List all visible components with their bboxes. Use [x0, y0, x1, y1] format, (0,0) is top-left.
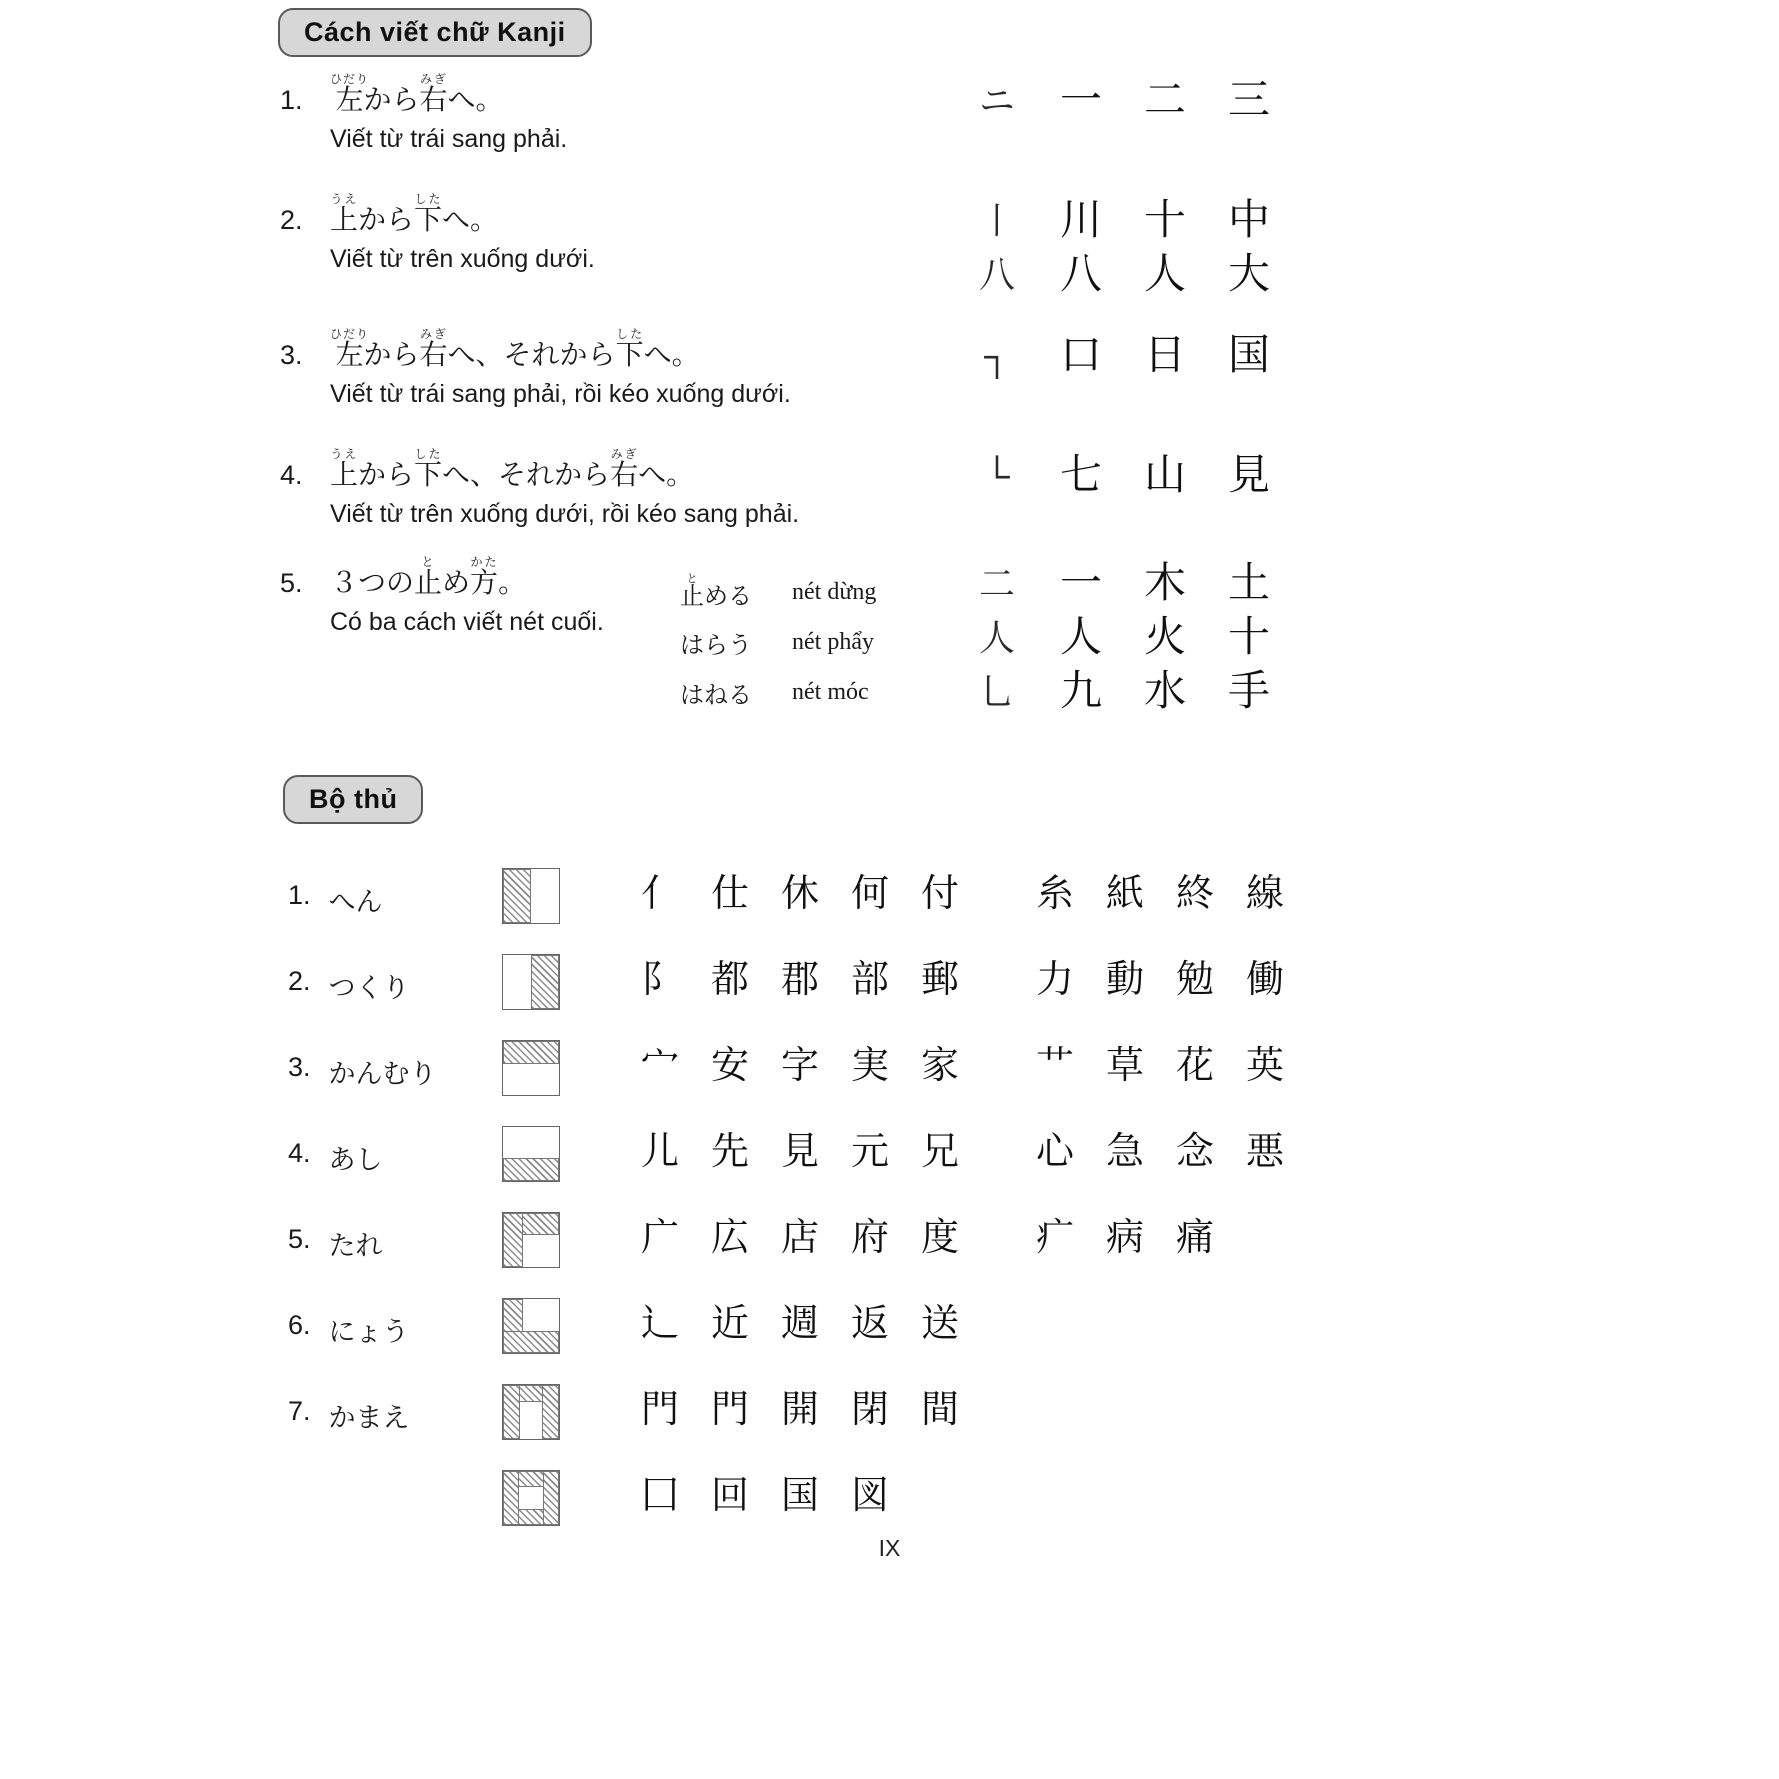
radical-kanji: 紙 — [1105, 873, 1144, 915]
radical-kanji: 府 — [850, 1217, 889, 1259]
radical-kanji: 痛 — [1175, 1217, 1214, 1259]
radical-kanji: 見 — [780, 1131, 819, 1173]
jp-text-segment: へ。 — [447, 85, 504, 116]
furigana-segment: 下した — [414, 192, 443, 236]
rule-japanese-text — [330, 192, 498, 238]
radical-kanji: 急 — [1105, 1131, 1144, 1173]
radicals-table — [280, 856, 1580, 1544]
furigana-segment: 右みぎ — [419, 72, 448, 116]
example-kanji: 人 — [1059, 615, 1102, 661]
jp-text-segment: から — [363, 340, 420, 371]
radical-kanji: 字 — [780, 1045, 819, 1087]
furigana-segment: 上うえ — [330, 447, 359, 491]
radical-example-group — [1020, 1130, 1300, 1176]
jp-text-segment: へ。 — [638, 460, 695, 491]
radical-label — [288, 1396, 410, 1435]
kanji-rule — [280, 327, 1580, 447]
stroke-direction-diagram: 乚 — [978, 672, 1015, 712]
furigana-segment: 方かた — [470, 555, 499, 599]
radical-position-diagram — [502, 1470, 560, 1526]
radical-example-group — [625, 1130, 975, 1176]
radical-kanji: 元 — [850, 1131, 889, 1173]
example-kanji: 山 — [1143, 453, 1186, 499]
jp-text-segment: から — [358, 460, 415, 491]
radical-row — [280, 856, 1580, 942]
radical-position-diagram — [502, 868, 560, 924]
furigana-segment: 左ひだり — [330, 327, 370, 371]
rule-examples — [955, 557, 1291, 719]
page-number: IX — [878, 1535, 901, 1561]
radical-kanji: 線 — [1245, 873, 1284, 915]
hatch-region — [503, 1158, 559, 1181]
rule-japanese-text — [330, 327, 700, 373]
radical-kanji: 店 — [780, 1217, 819, 1259]
example-kanji: 三 — [1227, 78, 1270, 124]
radical-kanji: 何 — [850, 873, 889, 915]
rule-head — [280, 192, 1580, 241]
hatch-region — [503, 1471, 519, 1525]
radical-kanji: 糸 — [1035, 873, 1074, 915]
example-kanji: 見 — [1227, 453, 1270, 499]
rule-examples — [955, 449, 1291, 503]
radical-kanji: 阝 — [640, 959, 679, 1001]
example-kanji: 川 — [1059, 198, 1102, 244]
example-row — [955, 611, 1291, 665]
example-row — [955, 248, 1291, 302]
radical-label — [288, 1224, 383, 1263]
radical-name: かんむり — [328, 1059, 437, 1089]
hatch-region — [542, 1385, 559, 1439]
radical-name: あし — [328, 1145, 383, 1175]
rule-vietnamese-text: Có ba cách viết nét cuối. — [330, 608, 604, 636]
stroke-direction-diagram: 二 — [978, 564, 1015, 604]
example-row — [955, 329, 1291, 383]
jp-text-segment: へ。 — [442, 205, 499, 236]
radical-row — [280, 1028, 1580, 1114]
example-kanji: 二 — [1143, 78, 1186, 124]
radical-row — [280, 1114, 1580, 1200]
radical-position-diagram — [502, 1384, 560, 1440]
rule-vietnamese-text: Viết từ trái sang phải, rồi kéo xuống dưới. — [330, 380, 791, 408]
radical-kanji: 送 — [920, 1303, 959, 1345]
radical-example-group — [1020, 1044, 1300, 1090]
example-kanji: 八 — [1059, 252, 1102, 298]
radical-kanji: 家 — [920, 1045, 959, 1087]
example-kanji: 一 — [1059, 78, 1102, 124]
rule-number: 5. — [280, 568, 303, 599]
example-kanji: 土 — [1227, 561, 1270, 607]
jp-text-segment: から — [363, 85, 420, 116]
radical-kanji: 悪 — [1245, 1131, 1284, 1173]
radical-number: 3. — [288, 1052, 311, 1082]
stroke-direction-diagram: 人 — [978, 618, 1015, 658]
radical-kanji: 実 — [850, 1045, 889, 1087]
radical-example-group — [1020, 1216, 1230, 1262]
radical-position-diagram — [502, 1212, 560, 1268]
rule-japanese-text — [330, 555, 526, 601]
radical-kanji: 国 — [780, 1475, 819, 1517]
radical-kanji: 花 — [1175, 1045, 1214, 1087]
radical-example-group — [625, 1216, 975, 1262]
section-title-radicals: Bộ thủ — [283, 775, 423, 824]
stroke-direction-diagram: └ — [984, 456, 1010, 496]
radical-position-diagram — [502, 1126, 560, 1182]
example-kanji: 水 — [1143, 669, 1186, 715]
radical-kanji: 草 — [1105, 1045, 1144, 1087]
rule-head — [280, 72, 1580, 121]
rule-number: 4. — [280, 460, 303, 491]
furigana-segment: 下した — [414, 447, 443, 491]
rule-head — [280, 555, 1580, 604]
example-kanji: 中 — [1227, 198, 1270, 244]
radical-kanji: 兄 — [920, 1131, 959, 1173]
stroke-direction-diagram: ┐ — [984, 336, 1010, 376]
hatch-region — [503, 1385, 520, 1439]
kanji-rule — [280, 447, 1580, 555]
radical-example-group — [1020, 872, 1300, 918]
radical-number: 7. — [288, 1396, 311, 1426]
radical-example-group — [625, 958, 975, 1004]
radical-kanji: 心 — [1035, 1131, 1074, 1173]
radical-position-diagram — [502, 1298, 560, 1354]
stroke-type-row — [680, 617, 876, 667]
jp-text-segment: はらう — [680, 632, 752, 659]
radical-kanji: 病 — [1105, 1217, 1144, 1259]
radical-row — [280, 942, 1580, 1028]
radical-example-group — [1020, 958, 1300, 1004]
furigana-segment: 上うえ — [330, 192, 359, 236]
radical-example-group — [625, 1474, 905, 1520]
radical-position-diagram — [502, 1040, 560, 1096]
radical-row — [280, 1372, 1580, 1458]
jp-text-segment: から — [358, 205, 415, 236]
radical-kanji: 返 — [850, 1303, 889, 1345]
radical-kanji: 休 — [780, 873, 819, 915]
kanji-writing-rules — [280, 72, 1580, 785]
example-kanji: 十 — [1227, 615, 1270, 661]
radical-label — [288, 1310, 409, 1349]
radical-number: 2. — [288, 966, 311, 996]
example-kanji: 七 — [1059, 453, 1102, 499]
radical-example-group — [625, 872, 975, 918]
stroke-type-vietnamese: nét phẩy — [792, 628, 874, 655]
radical-kanji: 回 — [710, 1475, 749, 1517]
stroke-type-row — [680, 567, 876, 617]
radical-kanji: 安 — [710, 1045, 749, 1087]
example-row — [955, 665, 1291, 719]
radical-kanji: 艹 — [1035, 1045, 1074, 1087]
jp-text-segment: める — [704, 584, 752, 610]
radical-kanji: 郵 — [920, 959, 959, 1001]
rule-examples — [955, 194, 1291, 302]
radical-kanji: 辶 — [640, 1303, 679, 1345]
radical-kanji: 郡 — [780, 959, 819, 1001]
rule-vietnamese-text: Viết từ trái sang phải. — [330, 125, 568, 153]
jp-text-segment: 。 — [498, 568, 527, 599]
radical-example-group — [625, 1388, 975, 1434]
section-title-kanji-writing: Cách viết chữ Kanji — [278, 8, 592, 57]
example-kanji: 人 — [1143, 252, 1186, 298]
example-kanji: 九 — [1059, 669, 1102, 715]
rule-head — [280, 447, 1580, 496]
example-kanji: 国 — [1227, 333, 1270, 379]
radical-kanji: 図 — [850, 1475, 889, 1517]
example-row — [955, 557, 1291, 611]
stroke-type-vietnamese: nét dừng — [792, 578, 877, 605]
rule-japanese-text — [330, 447, 694, 493]
stroke-type-japanese — [680, 675, 792, 710]
example-kanji: 十 — [1143, 198, 1186, 244]
jp-text-segment: ３つの — [330, 568, 415, 599]
radical-name: かまえ — [328, 1403, 410, 1433]
radical-kanji: 仕 — [710, 873, 749, 915]
furigana-segment: 右みぎ — [610, 447, 639, 491]
radical-kanji: 開 — [780, 1389, 819, 1431]
radical-position-diagram — [502, 954, 560, 1010]
radical-number: 1. — [288, 880, 311, 910]
radical-number: 5. — [288, 1224, 311, 1254]
stroke-direction-diagram: 八 — [978, 255, 1015, 295]
hatch-region — [543, 1471, 559, 1525]
radical-kanji: 部 — [850, 959, 889, 1001]
jp-text-segment: へ、それから — [447, 340, 616, 371]
radical-kanji: 働 — [1245, 959, 1284, 1001]
rule-number: 1. — [280, 85, 303, 116]
furigana-segment: 下した — [615, 327, 644, 371]
example-kanji: 日 — [1143, 333, 1186, 379]
jp-text-segment: へ。 — [643, 340, 700, 371]
radical-name: たれ — [328, 1231, 383, 1261]
radical-example-group — [625, 1302, 975, 1348]
stroke-type-row — [680, 667, 876, 717]
radical-kanji: 英 — [1245, 1045, 1284, 1087]
kanji-rule — [280, 72, 1580, 192]
example-kanji: 口 — [1059, 333, 1102, 379]
radical-label — [288, 1138, 383, 1177]
radical-kanji: 近 — [710, 1303, 749, 1345]
radical-kanji: 閉 — [850, 1389, 889, 1431]
stroke-type-vietnamese: nét móc — [792, 678, 869, 705]
hatch-region — [503, 1213, 523, 1267]
radical-name: へん — [328, 887, 383, 917]
hatch-region — [503, 869, 531, 923]
furigana-segment: 止と — [414, 555, 443, 599]
example-kanji: 火 — [1143, 615, 1186, 661]
radical-kanji: 广 — [640, 1217, 679, 1259]
example-row — [955, 449, 1291, 503]
radical-kanji: 亻 — [640, 873, 679, 915]
radical-label — [288, 1052, 437, 1091]
jp-text-segment: め — [442, 568, 471, 599]
radical-kanji: 疒 — [1035, 1217, 1074, 1259]
radical-kanji: 終 — [1175, 873, 1214, 915]
rule-head — [280, 327, 1580, 376]
rule-vietnamese-text: Viết từ trên xuống dưới, rồi kéo sang phải. — [330, 500, 800, 528]
radical-kanji: 週 — [780, 1303, 819, 1345]
stroke-types — [680, 567, 876, 717]
hatch-region — [531, 955, 559, 1009]
radical-row — [280, 1200, 1580, 1286]
radical-kanji: 門 — [640, 1389, 679, 1431]
furigana-segment: 右みぎ — [419, 327, 448, 371]
radical-kanji: 間 — [920, 1389, 959, 1431]
example-row — [955, 194, 1291, 248]
radical-number: 6. — [288, 1310, 311, 1340]
example-row — [955, 74, 1291, 128]
rule-number: 3. — [280, 340, 303, 371]
rule-vietnamese-text: Viết từ trên xuống dưới. — [330, 245, 595, 273]
example-kanji: 一 — [1059, 561, 1102, 607]
radical-kanji: 儿 — [640, 1131, 679, 1173]
radical-name: にょう — [328, 1317, 409, 1347]
kanji-rule — [280, 192, 1580, 327]
radical-kanji: 勉 — [1175, 959, 1214, 1001]
rule-examples — [955, 329, 1291, 383]
jp-text-segment: へ、それから — [442, 460, 611, 491]
radical-kanji: 門 — [710, 1389, 749, 1431]
radical-row — [280, 1458, 1580, 1544]
furigana-segment: 止と — [680, 573, 704, 610]
radical-kanji: 度 — [920, 1217, 959, 1259]
stroke-direction-diagram: 丨 — [978, 201, 1015, 241]
hatch-region — [503, 1331, 559, 1353]
radical-kanji: 付 — [920, 873, 959, 915]
jp-text-segment: はねる — [680, 682, 752, 709]
radical-kanji: 先 — [710, 1131, 749, 1173]
radical-example-group — [625, 1044, 975, 1090]
radical-row — [280, 1286, 1580, 1372]
radical-kanji: 都 — [710, 959, 749, 1001]
radical-kanji: 念 — [1175, 1131, 1214, 1173]
radical-label — [288, 966, 410, 1005]
hatch-region — [503, 1041, 559, 1064]
rule-number: 2. — [280, 205, 303, 236]
stroke-type-japanese — [680, 625, 792, 660]
rule-japanese-text — [330, 72, 504, 118]
example-kanji: 手 — [1227, 669, 1270, 715]
rule-examples — [955, 74, 1291, 128]
radical-kanji: 広 — [710, 1217, 749, 1259]
radical-kanji: 動 — [1105, 959, 1144, 1001]
radical-name: つくり — [328, 973, 410, 1003]
example-kanji: 大 — [1227, 252, 1270, 298]
furigana-segment: 左ひだり — [330, 72, 370, 116]
radical-label — [288, 880, 383, 919]
stroke-type-japanese — [680, 573, 792, 611]
example-kanji: 木 — [1143, 561, 1186, 607]
radical-number: 4. — [288, 1138, 311, 1168]
radical-kanji: 宀 — [640, 1045, 679, 1087]
stroke-direction-diagram: ニ — [978, 81, 1015, 121]
radical-kanji: 力 — [1035, 959, 1074, 1001]
kanji-rule — [280, 555, 1580, 785]
radical-kanji: 囗 — [640, 1475, 679, 1517]
